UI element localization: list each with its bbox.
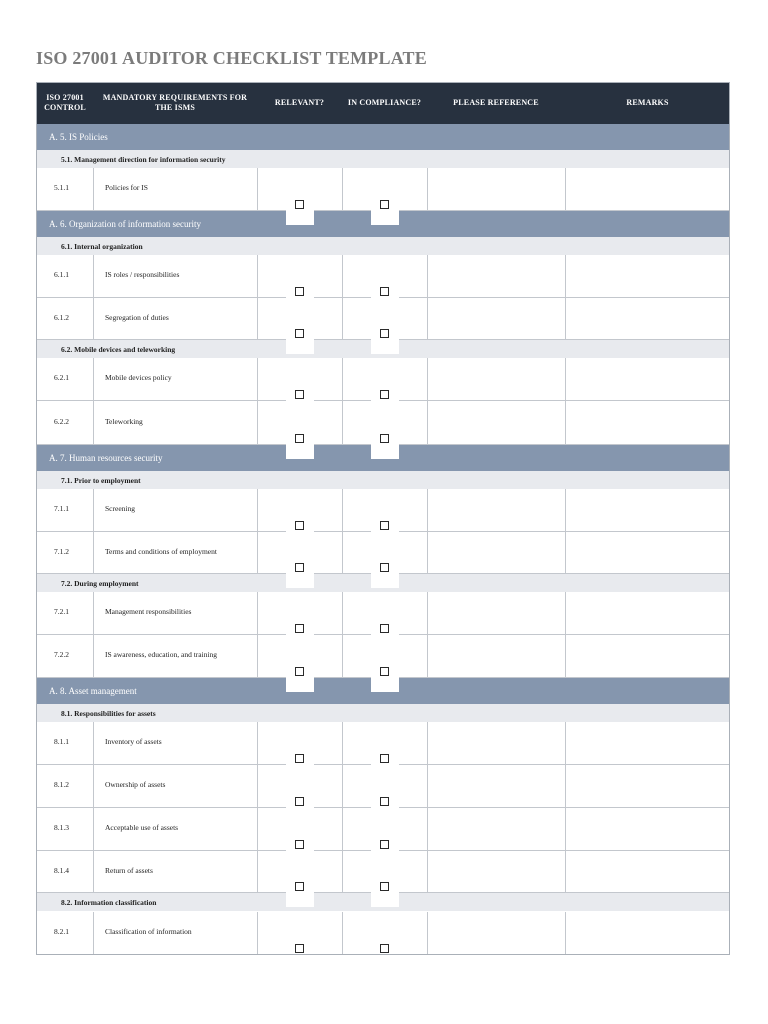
- control-id: 8.1.3: [54, 823, 69, 832]
- checkbox-cell: [371, 168, 399, 225]
- control-id: 6.2.2: [54, 416, 69, 426]
- compliance-checkbox[interactable]: [380, 390, 389, 399]
- checkbox-cell: [371, 635, 399, 692]
- subsection-heading: 7.1. Prior to employment: [36, 471, 730, 489]
- checkbox-cell: [371, 401, 399, 459]
- control-id: 8.1.4: [54, 865, 69, 875]
- header-relevant: RELEVANT?: [274, 98, 325, 107]
- checkbox-cell: [371, 298, 399, 354]
- control-id: 7.2.1: [54, 607, 69, 616]
- compliance-checkbox[interactable]: [380, 287, 389, 296]
- compliance-checkbox[interactable]: [380, 882, 389, 891]
- relevant-checkbox[interactable]: [295, 329, 304, 338]
- requirement-label: Screening: [105, 504, 135, 513]
- checkbox-cell: [371, 532, 399, 588]
- checkbox-cell: [286, 401, 314, 459]
- subsection-heading: 8.1. Responsibilities for assets: [36, 704, 730, 722]
- checkbox-cell: [286, 851, 314, 907]
- requirement-label: IS awareness, education, and training: [105, 650, 218, 659]
- requirement-label: Return of assets: [105, 865, 153, 875]
- header-remarks: REMARKS: [626, 98, 669, 107]
- relevant-checkbox[interactable]: [295, 840, 304, 849]
- header-requirements: MANDATORY REQUIREMENTS FOR THE ISMS: [102, 93, 248, 112]
- requirement-label: Acceptable use of assets: [105, 823, 179, 832]
- relevant-checkbox[interactable]: [295, 624, 304, 633]
- control-id: 8.1.2: [54, 780, 69, 789]
- relevant-checkbox[interactable]: [295, 797, 304, 806]
- relevant-checkbox[interactable]: [295, 390, 304, 399]
- control-id: 8.2.1: [54, 926, 69, 936]
- section-heading: A. 7. Human resources security: [36, 445, 730, 471]
- control-id: 6.1.1: [54, 270, 69, 279]
- control-id: 5.1.1: [54, 183, 69, 192]
- compliance-checkbox[interactable]: [380, 840, 389, 849]
- requirement-label: Mobile devices policy: [105, 373, 172, 382]
- relevant-checkbox[interactable]: [295, 200, 304, 209]
- checkbox-cell: [371, 912, 399, 969]
- compliance-checkbox[interactable]: [380, 667, 389, 676]
- subsection-heading: 6.2. Mobile devices and teleworking: [36, 340, 730, 358]
- requirement-label: IS roles / responsibilities: [105, 270, 180, 279]
- requirement-label: Teleworking: [105, 416, 143, 426]
- compliance-checkbox[interactable]: [380, 944, 389, 953]
- header-control: ISO 27001 CONTROL: [44, 93, 86, 112]
- requirement-label: Classification of information: [105, 926, 192, 936]
- compliance-checkbox[interactable]: [380, 624, 389, 633]
- checkbox-cell: [286, 635, 314, 692]
- relevant-checkbox[interactable]: [295, 434, 304, 443]
- requirement-label: Terms and conditions of employment: [105, 546, 217, 556]
- subsection-heading: 7.2. During employment: [36, 574, 730, 592]
- subsection-heading: 5.1. Management direction for information security: [36, 150, 730, 168]
- section-heading: A. 5. IS Policies: [36, 124, 730, 150]
- page-title: ISO 27001 AUDITOR CHECKLIST TEMPLATE: [36, 48, 427, 68]
- checkbox-cell: [286, 168, 314, 225]
- compliance-checkbox[interactable]: [380, 521, 389, 530]
- control-id: 8.1.1: [54, 737, 69, 746]
- requirement-label: Segregation of duties: [105, 312, 169, 322]
- subsection-heading: 6.1. Internal organization: [36, 237, 730, 255]
- relevant-checkbox[interactable]: [295, 521, 304, 530]
- control-id: 7.2.2: [54, 650, 69, 659]
- compliance-checkbox[interactable]: [380, 563, 389, 572]
- header-compliance: IN COMPLIANCE?: [347, 98, 422, 107]
- requirement-label: Policies for IS: [105, 183, 148, 192]
- control-id: 6.2.1: [54, 373, 69, 382]
- section-heading: A. 6. Organization of information security: [36, 211, 730, 237]
- control-id: 7.1.1: [54, 504, 69, 513]
- control-id: 6.1.2: [54, 312, 69, 322]
- relevant-checkbox[interactable]: [295, 944, 304, 953]
- relevant-checkbox[interactable]: [295, 754, 304, 763]
- checkbox-cell: [286, 532, 314, 588]
- checkbox-cell: [286, 912, 314, 969]
- relevant-checkbox[interactable]: [295, 287, 304, 296]
- compliance-checkbox[interactable]: [380, 434, 389, 443]
- header-reference: PLEASE REFERENCE: [453, 98, 539, 107]
- checkbox-cell: [371, 851, 399, 907]
- compliance-checkbox[interactable]: [380, 329, 389, 338]
- checkbox-cell: [286, 298, 314, 354]
- requirement-label: Inventory of assets: [105, 737, 162, 746]
- compliance-checkbox[interactable]: [380, 797, 389, 806]
- section-heading: A. 8. Asset management: [36, 678, 730, 704]
- requirement-label: Management responsibilities: [105, 607, 192, 616]
- compliance-checkbox[interactable]: [380, 200, 389, 209]
- compliance-checkbox[interactable]: [380, 754, 389, 763]
- control-id: 7.1.2: [54, 546, 69, 556]
- requirement-label: Ownership of assets: [105, 780, 166, 789]
- relevant-checkbox[interactable]: [295, 882, 304, 891]
- relevant-checkbox[interactable]: [295, 667, 304, 676]
- relevant-checkbox[interactable]: [295, 563, 304, 572]
- subsection-heading: 8.2. Information classification: [36, 893, 730, 911]
